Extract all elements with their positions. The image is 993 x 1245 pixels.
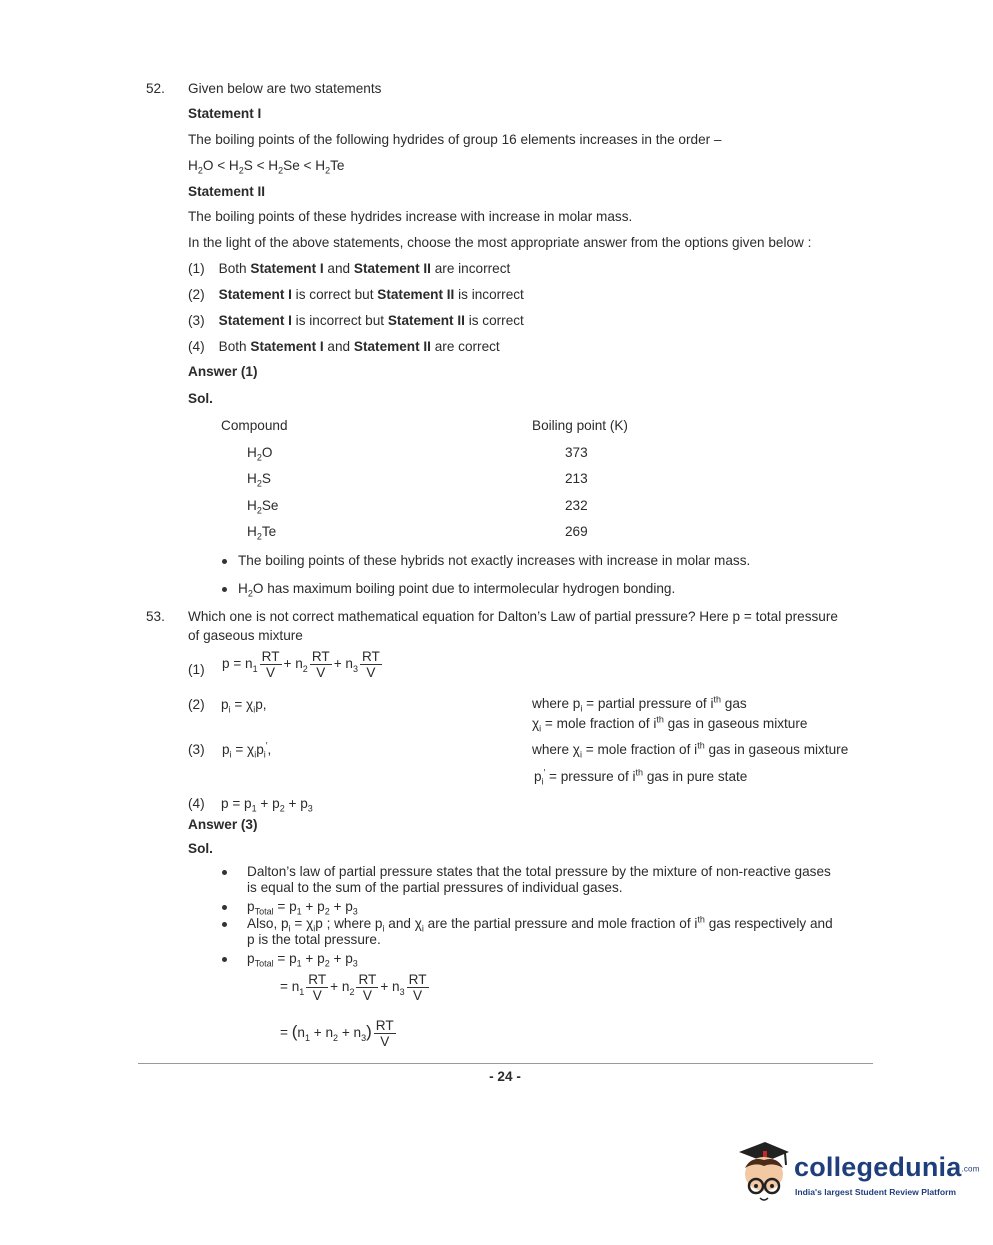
- q53-sol-bullet-4: [222, 950, 227, 967]
- q53-option-3-note-1: where $\chi_i$ = mole fraction of $i^{th}$ gas in gaseous mixture: [532, 740, 849, 760]
- q52-statement1-text: The boiling points of the following hydrides of group 16 elements increases in the order –: [188, 132, 722, 147]
- q53-sol-label: Sol.: [188, 841, 213, 856]
- q52-statement2-text: The boiling points of these hydrides increase with increase in molar mass.: [188, 209, 633, 224]
- page-number: - 24 -: [489, 1069, 521, 1084]
- q53-sol-bullet-1-line1: Dalton’s law of partial pressure states that the total pressure by the mixture of non-reactive gases: [247, 864, 831, 879]
- q52-bullet-1: The boiling points of these hybrids not exactly increases with increase in molar mass.: [222, 552, 750, 569]
- q53-option-2-note-2: $\chi_i$ = mole fraction of $i^{th}$ gas in gaseous mixture: [532, 714, 808, 734]
- q53-option-4-equation: $p = p_1 + p_2 + p_3$: [221, 796, 313, 814]
- table-header-bp: Boiling point (K): [532, 418, 628, 433]
- q53-question-line2: of gaseous mixture: [188, 628, 303, 643]
- q52-statement2-heading: Statement II: [188, 184, 266, 199]
- footer-divider: [138, 1063, 873, 1064]
- q53-sol-derivation-1: = $n_1$ $\frac{RT}{V}$ + $n_2$ $\frac{RT}{V}$ + $n_3$ $\frac{RT}{V}$: [280, 972, 427, 1003]
- q53-sol-bullet-2-equation: $p_{Total} = p_1 + p_2 + p_3$: [247, 899, 358, 917]
- table-header-compound: Compound: [221, 418, 288, 433]
- q52-intro: Given below are two statements: [188, 81, 382, 96]
- table-compound-h2o: $H_2O$: [247, 445, 273, 463]
- q53-option-2-note-1: where $p_i$ = partial pressure of $i^{th}$ gas: [532, 694, 747, 714]
- q53-sol-bullet-2: [222, 898, 227, 915]
- q52-hydride-order: $H_2O < H_2S < H_2Se < H_2Te$: [188, 158, 345, 176]
- mascot-logo-icon: [733, 1136, 795, 1208]
- q52-option-4: (4) Both Statement I and Statement II are correct: [188, 339, 500, 354]
- q53-option-3-num: (3): [188, 742, 205, 757]
- bullet-dot: [222, 957, 227, 962]
- q53-question-line1: Which one is not correct mathematical equation for Dalton’s Law of partial pressure? Here p = total pressure: [188, 609, 838, 624]
- bullet-dot: [222, 922, 227, 927]
- q52-statement1-heading: Statement I: [188, 106, 262, 121]
- q53-sol-derivation-2: = $(n_1 + n_2 + n_3)$ $\frac{RT}{V}$: [280, 1018, 394, 1049]
- q52-bullet-2: $H_2O$ has maximum boiling point due to intermolecular hydrogen bonding.: [222, 580, 675, 597]
- q53-answer: Answer (3): [188, 817, 258, 832]
- table-bp-value: 269: [565, 524, 588, 539]
- q53-option-2-equation: $p_i = \chi_ip$,: [221, 697, 267, 715]
- q52-number: 52.: [146, 81, 165, 96]
- table-bp-value: 213: [565, 471, 588, 486]
- bullet-dot: [222, 587, 227, 592]
- q52-option-1: (1) Both Statement I and Statement II are incorrect: [188, 261, 511, 276]
- q52-sol-label: Sol.: [188, 391, 213, 406]
- brand-tagline: India's largest Student Review Platform: [795, 1187, 957, 1197]
- brand-logo-text: collegedunia.com: [794, 1152, 980, 1182]
- q53-option-1-equation: $p = n_1$ $\frac{RT}{V}$ + $n_2$ $\frac{RT}{V}$ + $n_3$ $\frac{RT}{V}$: [222, 649, 380, 680]
- q52-instruction: In the light of the above statements, choose the most appropriate answer from the options given below :: [188, 235, 812, 250]
- bullet-dot: [222, 870, 227, 875]
- table-bp-value: 373: [565, 445, 588, 460]
- q53-option-3-note-2: $p_i'$ = pressure of $i^{th}$ gas in pure state: [534, 767, 748, 787]
- bullet-dot: [222, 559, 227, 564]
- q53-sol-bullet-1: [222, 863, 227, 880]
- table-compound-h2te: $H_2Te$: [247, 524, 277, 542]
- table-bp-value: 232: [565, 498, 588, 513]
- q53-sol-bullet-1-line2: is equal to the sum of the partial pressures of individual gases.: [247, 880, 623, 895]
- q53-sol-bullet-4-equation: $p_{Total} = p_1 + p_2 + p_3$: [247, 951, 358, 969]
- table-compound-h2se: $H_2Se$: [247, 498, 279, 516]
- q52-answer: Answer (1): [188, 364, 258, 379]
- q53-option-3-equation: $p_i = \chi_ip_i'$,: [222, 740, 272, 760]
- q52-option-3: (3) Statement I is incorrect but Statement II is correct: [188, 313, 524, 328]
- q53-option-1-num: (1): [188, 662, 205, 677]
- q53-option-4-num: (4): [188, 796, 205, 811]
- q53-sol-bullet-3-line2: p is the total pressure.: [247, 932, 381, 947]
- q53-sol-bullet-3-line1: Also, $p_i = \chi_ip$ ; where $p_i$ and $\chi_i$ are the partial pressure and mole fraction of $i^{th}$ gas respectively and: [247, 914, 833, 934]
- bullet-dot: [222, 905, 227, 910]
- q53-option-2-num: (2): [188, 697, 205, 712]
- q53-number: 53.: [146, 609, 165, 624]
- q53-sol-bullet-3: [222, 915, 227, 932]
- q52-option-2: (2) Statement I is correct but Statement II is incorrect: [188, 287, 524, 302]
- table-compound-h2s: $H_2S$: [247, 471, 271, 489]
